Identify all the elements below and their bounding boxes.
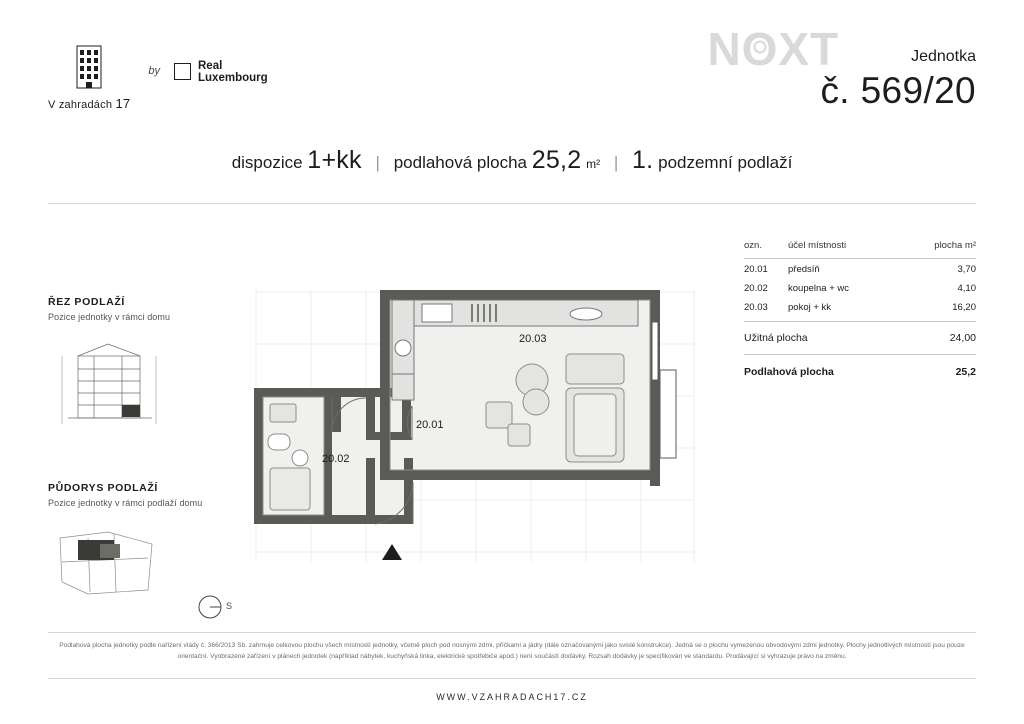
table-body [744,259,976,322]
header-divider [48,203,976,204]
legal-disclaimer: Podlahová plocha jednotky podle nařízení vlády č. 366/2013 Sb. zahrnuje celkovou plochu všech místností jednotky, včetně ploch pod nosnými zdmi, příčkami a jádry (dále označovanými jako svislé konstrukce). Jedná se o plochu vymezenou obvodovými zdmi jednotky. Plochy jednotlivých místností jsou pouze orientační. Vyobrazené zařízení v plánech jednotek (například nábytek, kuchyňská linka, elektrické spotřebiče apod.) není součástí dodávky. Rozsah dodávky je specifikován ve standardu. Prodávající si vyhrazuje právo na změnu. [59,642,965,660]
row-code: 20.01 [744,264,768,275]
appliance-unit [392,300,414,400]
floor-label: podzemní podlaží [658,153,793,172]
section-view-block [48,296,238,433]
brand-logo [48,42,130,111]
row-area: 3,70 [957,264,976,275]
compass-label: S [226,601,233,611]
table-header-purpose: účel místnosti [788,240,847,251]
footer-divider-2 [48,678,976,679]
table-row [744,259,976,278]
floor-plan-key-title: PŮDORYS PODLAŽÍ [48,482,158,494]
ring-icon: O [741,23,779,75]
floor-plan-key-block [48,482,238,605]
page-header [0,0,1024,200]
floorplan-drawing [236,262,716,622]
usable-area-value: 24,00 [949,332,976,344]
by-label: by [148,64,160,77]
unit-spec-row [0,146,1024,175]
dispozice-label: dispozice [231,153,303,172]
partner-logo [174,60,268,84]
partner-line-1: Real [198,59,223,72]
brand-name-number: 17 [115,96,131,111]
window-right [652,322,658,380]
row-name: pokoj + kk [788,302,832,313]
divider: | [613,153,619,172]
unit-number: č. 569/20 [820,70,976,111]
usable-area-row [744,322,976,355]
table-header-row [744,240,976,259]
room-label-20-01: 20.01 [416,419,444,431]
website-url[interactable]: WWW.VZAHRADACH17.CZ [436,692,588,702]
compass [196,592,242,622]
building-icon [71,42,107,92]
floor-plan-key-subtitle: Pozice jednotky v rámci podlaží domu [48,498,203,508]
row-name: koupelna + wc [788,283,849,294]
brand-block [48,42,268,111]
brand-name: V zahradách 17 [48,96,131,111]
table-row [744,297,976,316]
row-name: předsíň [788,264,820,275]
room-label-20-02: 20.02 [322,453,350,465]
furniture-sofa [566,354,624,462]
footer-divider [48,632,976,633]
total-area-label: Podlahová plocha [744,366,834,378]
row-area: 4,10 [957,283,976,294]
section-view-subtitle: Pozice jednotky v rámci domu [48,312,171,322]
kitchen-units [414,300,638,326]
usable-area-label: Užitná plocha [744,332,808,344]
square-icon [174,63,191,80]
project-logo: NOXT [707,23,839,75]
room-label-20-03: 20.03 [519,333,547,345]
table-header-code: ozn. [744,240,762,251]
table-row [744,278,976,297]
room-table [744,240,976,378]
area-label: podlahová plocha [393,153,527,172]
window-bay [660,370,676,458]
total-area-row [744,355,976,378]
table-header-area: plocha m² [934,240,976,251]
area-value: 25,2 [531,146,582,174]
unit-label: Jednotka [911,48,976,65]
section-view-title: ŘEZ PODLAŽÍ [48,296,125,308]
partner-line-2: Luxembourg [198,71,268,84]
row-code: 20.02 [744,283,768,294]
row-code: 20.03 [744,302,768,313]
total-area-value: 25,2 [955,366,976,378]
partner-name [198,60,268,84]
dispozice-value: 1+kk [307,146,362,174]
floor-number: 1. [632,146,654,174]
area-unit: m² [586,157,601,171]
building-section-figure [48,336,238,433]
row-area: 16,20 [952,302,976,313]
divider: | [375,153,380,172]
